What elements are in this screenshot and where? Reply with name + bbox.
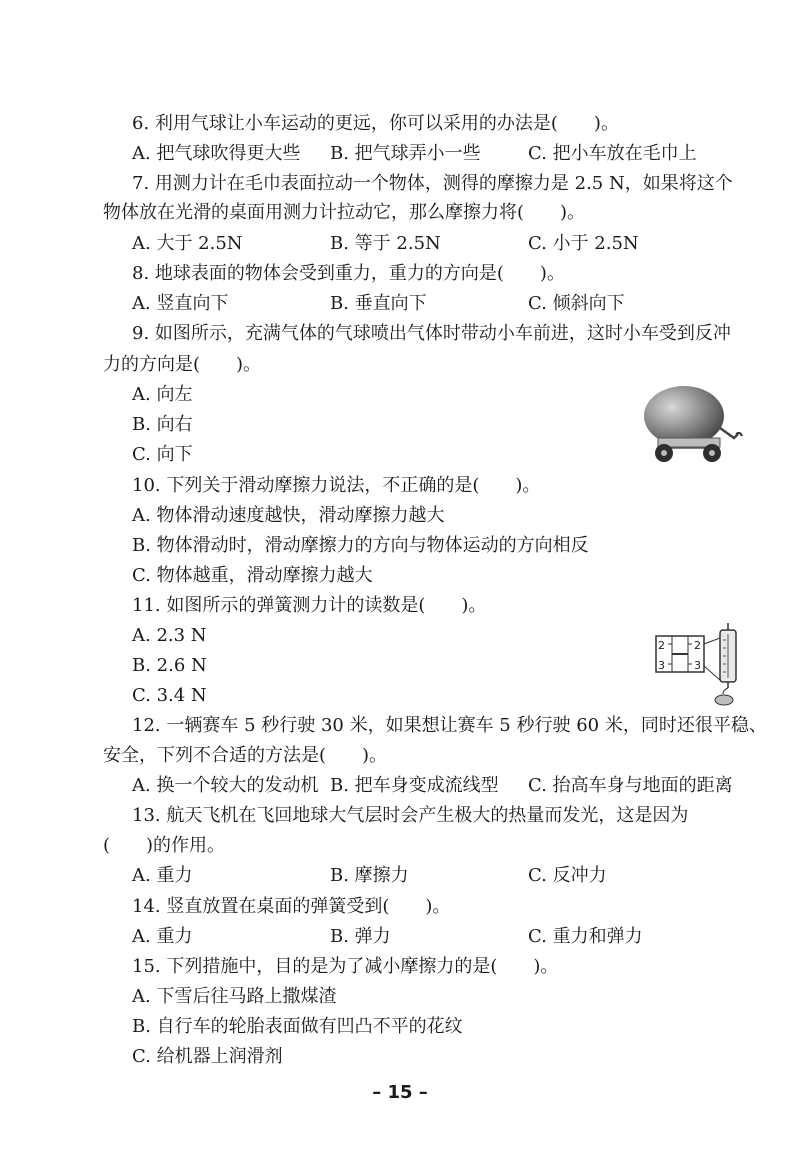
q9-option-b[interactable]: B. 向右	[132, 414, 193, 435]
q10-option-c[interactable]: C. 物体越重，滑动摩擦力越大	[132, 565, 373, 586]
question-13-stem-cont: ( )的作用。	[103, 835, 226, 856]
question-10-stem: 10. 下列关于滑动摩擦力说法，不正确的是( )。	[132, 475, 541, 496]
question-11-stem: 11. 如图所示的弹簧测力计的读数是( )。	[132, 595, 487, 616]
q13-option-c[interactable]: C. 反冲力	[528, 865, 607, 886]
question-12-stem-cont: 安全，下列不合适的方法是( )。	[103, 745, 388, 766]
spring-scale-figure	[654, 622, 746, 706]
question-6-stem: 6. 利用气球让小车运动的更远，你可以采用的办法是( )。	[132, 113, 619, 134]
q11-option-a[interactable]: A. 2.3 N	[132, 625, 207, 646]
q7-option-c[interactable]: C. 小于 2.5N	[528, 233, 639, 254]
q9-option-c[interactable]: C. 向下	[132, 444, 193, 465]
balloon-icon	[644, 386, 724, 446]
q14-option-a[interactable]: A. 重力	[132, 926, 193, 947]
q7-option-a[interactable]: A. 大于 2.5N	[132, 233, 243, 254]
q9-option-a[interactable]: A. 向左	[132, 384, 193, 405]
q10-option-a[interactable]: A. 物体滑动速度越快，滑动摩擦力越大	[132, 505, 445, 526]
q6-option-c[interactable]: C. 把小车放在毛巾上	[528, 143, 697, 164]
question-9-stem-cont: 力的方向是( )。	[103, 354, 262, 375]
q13-option-a[interactable]: A. 重力	[132, 865, 193, 886]
question-14-stem: 14. 竖直放置在桌面的弹簧受到( )。	[132, 896, 451, 917]
scale-right-bottom-label: 3	[694, 659, 701, 672]
scale-right-top-label: 2	[694, 639, 701, 652]
q6-option-a[interactable]: A. 把气球吹得更大些	[132, 143, 301, 164]
q12-option-c[interactable]: C. 抬高车身与地面的距离	[528, 775, 733, 796]
q12-option-b[interactable]: B. 把车身变成流线型	[330, 775, 499, 796]
question-7-stem-cont: 物体放在光滑的桌面用测力计拉动它，那么摩擦力将( )。	[103, 202, 586, 223]
question-9-stem: 9. 如图所示，充满气体的气球喷出气体时带动小车前进，这时小车受到反冲	[132, 323, 731, 344]
page-number: – 15 –	[372, 1082, 428, 1103]
balloon-car-figure	[640, 382, 744, 466]
q11-option-c[interactable]: C. 3.4 N	[132, 685, 207, 706]
q7-option-b[interactable]: B. 等于 2.5N	[330, 233, 441, 254]
question-12-stem: 12. 一辆赛车 5 秒行驶 30 米，如果想让赛车 5 秒行驶 60 米，同时还很平稳、	[132, 715, 767, 736]
q13-option-b[interactable]: B. 摩擦力	[330, 865, 409, 886]
question-7-stem: 7. 用测力计在毛巾表面拉动一个物体，测得的摩擦力是 2.5 N，如果将这个	[132, 173, 733, 194]
q8-option-c[interactable]: C. 倾斜向下	[528, 293, 625, 314]
question-8-stem: 8. 地球表面的物体会受到重力，重力的方向是( )。	[132, 263, 565, 284]
question-13-stem: 13. 航天飞机在飞回地球大气层时会产生极大的热量而发光，这是因为	[132, 805, 689, 826]
q8-option-b[interactable]: B. 垂直向下	[330, 293, 427, 314]
q8-option-a[interactable]: A. 竖直向下	[132, 293, 229, 314]
scale-left-top-label: 2	[658, 639, 665, 652]
q10-option-b[interactable]: B. 物体滑动时，滑动摩擦力的方向与物体运动的方向相反	[132, 535, 589, 556]
q15-option-c[interactable]: C. 给机器上润滑剂	[132, 1046, 283, 1067]
q15-option-b[interactable]: B. 自行车的轮胎表面做有凹凸不平的花纹	[132, 1016, 463, 1037]
q11-option-b[interactable]: B. 2.6 N	[132, 655, 207, 676]
q14-option-b[interactable]: B. 弹力	[330, 926, 391, 947]
scale-left-bottom-label: 3	[658, 659, 665, 672]
q12-option-a[interactable]: A. 换一个较大的发动机	[132, 775, 319, 796]
weight-icon	[715, 695, 733, 705]
q15-option-a[interactable]: A. 下雪后往马路上撒煤渣	[132, 986, 337, 1007]
q6-option-b[interactable]: B. 把气球弄小一些	[330, 143, 481, 164]
question-15-stem: 15. 下列措施中，目的是为了减小摩擦力的是( )。	[132, 956, 559, 977]
q14-option-c[interactable]: C. 重力和弹力	[528, 926, 643, 947]
